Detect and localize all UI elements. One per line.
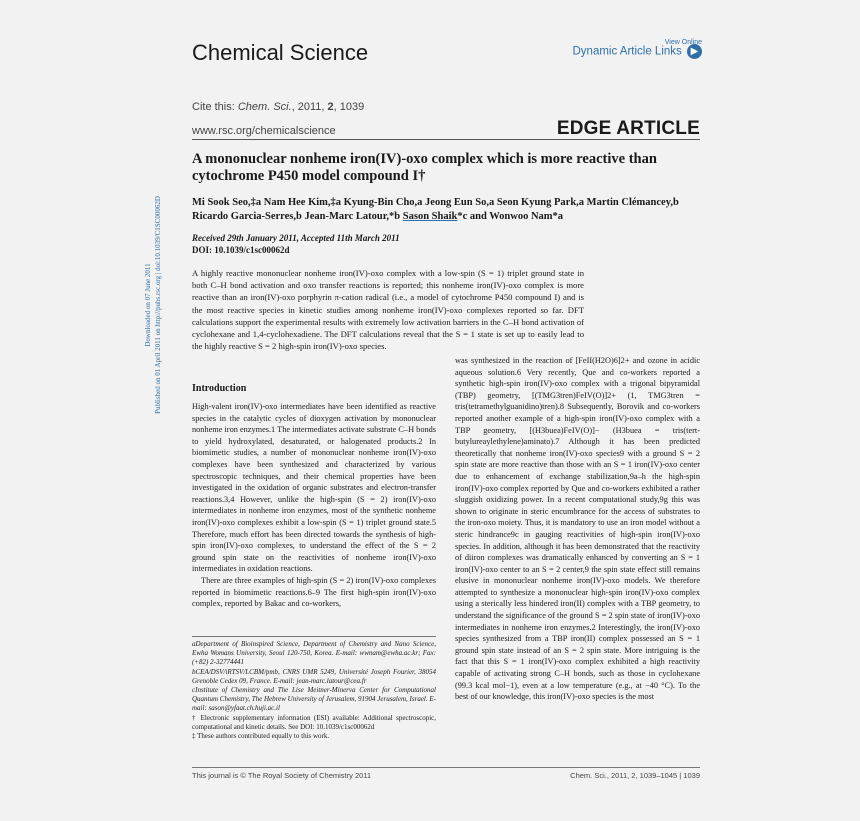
footer-copyright: This journal is © The Royal Society of Chemistry 2011 [192,771,372,780]
journal-name: Chemical Science [192,40,369,65]
side-download-note[interactable] [143,140,163,470]
footer-page-info: Chem. Sci., 2011, 2, 1039–1045 | 1039 [570,771,700,780]
footnote-rule [192,636,436,637]
intro-paragraph-2: There are three examples of high-spin (S = 2) iron(IV)-oxo complexes reported in biomimetic reactions.6–9 The first high-spin iron(IV)-oxo complex, reported by Bakac and co-workers, [192,575,436,609]
citation-line [192,101,364,113]
body-column-right [455,355,700,703]
cite-pages: , 1039 [333,101,365,113]
side-note-line2[interactable]: Published on 01 April 2011 on http://pubs.rsc.org | doi:10.1039/C1SC00062D [154,196,162,414]
journal-url[interactable]: www.rsc.org/chemicalscience [192,125,336,137]
cite-prefix: Cite this: [192,101,238,113]
footer-rule [192,767,700,768]
view-online-link[interactable]: View Online [664,39,702,46]
introduction-heading: Introduction [192,383,247,394]
body-column-left [192,401,436,610]
footnote-c: cInstitute of Chemistry and The Lise Meitner-Minerva Center for Computational Quantum Chemistry, The Hebrew University of Jerusalem, 91904 Jerusalem, Israel. E-mail: sason@yfaat.ch.huji.ac.il [192,686,436,713]
cite-journal: Chem. Sci. [237,101,292,113]
footnote-dagger: † Electronic supplementary information (ESI) available: Additional spectroscopic, computational and kinetic details. See DOI: 10.1039/c1sc00062d [192,713,436,731]
header-rule [192,139,700,140]
article-title: A mononuclear nonheme iron(IV)-oxo complex which is more reactive than cytochrome P450 model compound I† [192,151,657,184]
side-note-line1[interactable]: Downloaded on 07 June 2011 [144,263,152,347]
footnote-ddagger: ‡ These authors contributed equally to this work. [192,732,330,741]
footnote-b: bCEA/DSV/iRTSV/LCBM/pmb, CNRS UMR 5249, Université Joseph Fourier, 38054 Grenoble Cedex 09, France. E-mail: jean-marc.latour@cea.fr [192,667,436,685]
cite-volume: 2 [327,101,334,113]
footnote-a: aDepartment of Bioinspired Science, Department of Chemistry and Nano Science, Ewha Womans University, Seoul 120-750, Korea. E-mail: wwnam@ewha.ac.kr; Fax: (+82) 2-32774441 [192,640,436,667]
arrow-right-icon[interactable]: ▶ [687,44,702,59]
intro-paragraph-3: was synthesized in the reaction of [FeII(H2O)6]2+ and ozone in acidic aqueous solution.6 Very recently, Que and co-workers reported a synthetic high-spin iron(IV)-oxo complex with a trigonal bipyramidal (TBP) geometry, [(TMG3tren)FeIV(O)]2+ (1, TMG3tren = tris(tetramethylguanidino)tren).8 Subsequently, Borovik and co-workers reported another example of a high-spin iron(IV)-oxo complex with a TBP geometry, [(H3buea)FeIV(O)]− (H3buea = tris(tert-butylureaylethylene)aminato).7 Although it has been predicted theoretically that nonheme iron(IV)-oxo species9 with a ground S = 2 spin state are more reactive than those with an S = 1 iron(IV)-oxo center due to enhancement of exchange stabilization,9a–h the high-spin iron(IV)-oxo complex reported by Que and co-workers exhibited a rather sluggish oxidizing power. In a recent computational study,9g this was shown to originate in steric encumbrance for the access of substrates to the iron-oxo moiety. Thus, it is mandatory to use an iron model without a steric hindrance9c in gauging reactivities of high-spin iron(IV)-oxo species. In addition, although it has been demonstrated that the reactivity of diiron complexes was dramatically enhanced by converting an S = 1 iron(IV)-oxo center to an S = 2 center,9 the spin state effect still remains elusive in mononuclear nonheme iron(IV)-oxo models. We therefore attempted to synthesize a mononuclear high-spin iron(IV)-oxo complex using a sterically less hindered iron(II) complex with a TBP geometry, to understand the significance of the ground S = 2 spin state of iron(IV)-oxo intermediates in nonheme iron enzymes.2 Interestingly, the iron(IV)-oxo species synthesized from a TBP iron(II) complex possessed an S = 1 ground spin state instead of an S = 2 spin state. More intriguing is the fact that this S = 1 iron(IV)-oxo complex exhibited a high reactivity capable of activating strong C–H bonds, such as those in cyclohexane (99.3 kcal mol−1), even at a low temperature (e.g., at −40 °C). To the best of our knowledge, this iron(IV)-oxo species is the most [455,356,700,702]
authors-part1: Mi Sook Seo,‡a Nam Hee Kim,‡a Kyung-Bin Cho,a Jeong Eun So,a Seon Kyung Park,a Martin Clémancey,b Ricardo Garcia-Serres,b Jean-Marc Latour,*b [192,197,679,222]
cite-year: , 2011, [291,101,328,113]
author-list [192,196,700,224]
doi[interactable]: DOI: 10.1039/c1sc00062d [192,245,290,255]
abstract: A highly reactive mononuclear nonheme iron(IV)-oxo complex with a low-spin (S = 1) triplet ground state in both C–H bond activation and oxo transfer reactions is reported; this nonheme iron(IV)-oxo complex is more reactive than an iron(IV)-oxo porphyrin π-cation radical (i.e., a model of cytochrome P450 compound I) and is the most reactive species in kinetic studies among nonheme iron(IV)-oxo complexes reported so far. DFT calculations support the experimental results with extremely low activation barriers in the C–H bond activation of cyclohexane and 1,4-cyclohexadiene. The DFT calculations reveal that the S = 1 state is set up to easily lead to the highly reactive S = 2 high-spin iron(IV)-oxo species. [192,268,584,352]
received-dates: Received 29th January 2011, Accepted 11th March 2011 [192,233,400,243]
dynamic-article-links[interactable] [572,39,703,59]
intro-paragraph-1: High-valent iron(IV)-oxo intermediates have been identified as reactive species in the catalytic cycles of dioxygen activation by mononuclear nonheme iron enzymes.1 The intermediates activate substrate C–H bonds to yield hydroxylated, desaturated, or halogenated products.2 In biomimetic studies, a number of mononuclear nonheme iron(IV)-oxo complexes have been synthesized and characterized by various spectroscopic techniques, and their chemical properties have been investigated in the oxidation of organic substrates and electron-transfer reactions.3,4 However, unlike the high-spin (S = 2) iron(IV)-oxo intermediates in nonheme iron enzymes, most of the synthetic nonheme iron(IV)-oxo complexes exhibit a low-spin (S = 1) triplet ground state.5 Therefore, much effort has been directed towards the synthesis of high-spin iron(IV)-oxo complexes, to understand the effect of the S = 2 ground spin state on the reactivities of nonheme iron(IV)-oxo intermediates in oxidation reactions. [192,402,436,574]
footnotes [192,640,436,741]
dynamic-links-label[interactable]: Dynamic Article Links [572,45,682,58]
authors-part2: *c and Wonwoo Nam*a [457,211,564,222]
article-type: EDGE ARTICLE [556,118,700,139]
author-link-shaik[interactable]: Sason Shaik [402,211,458,222]
